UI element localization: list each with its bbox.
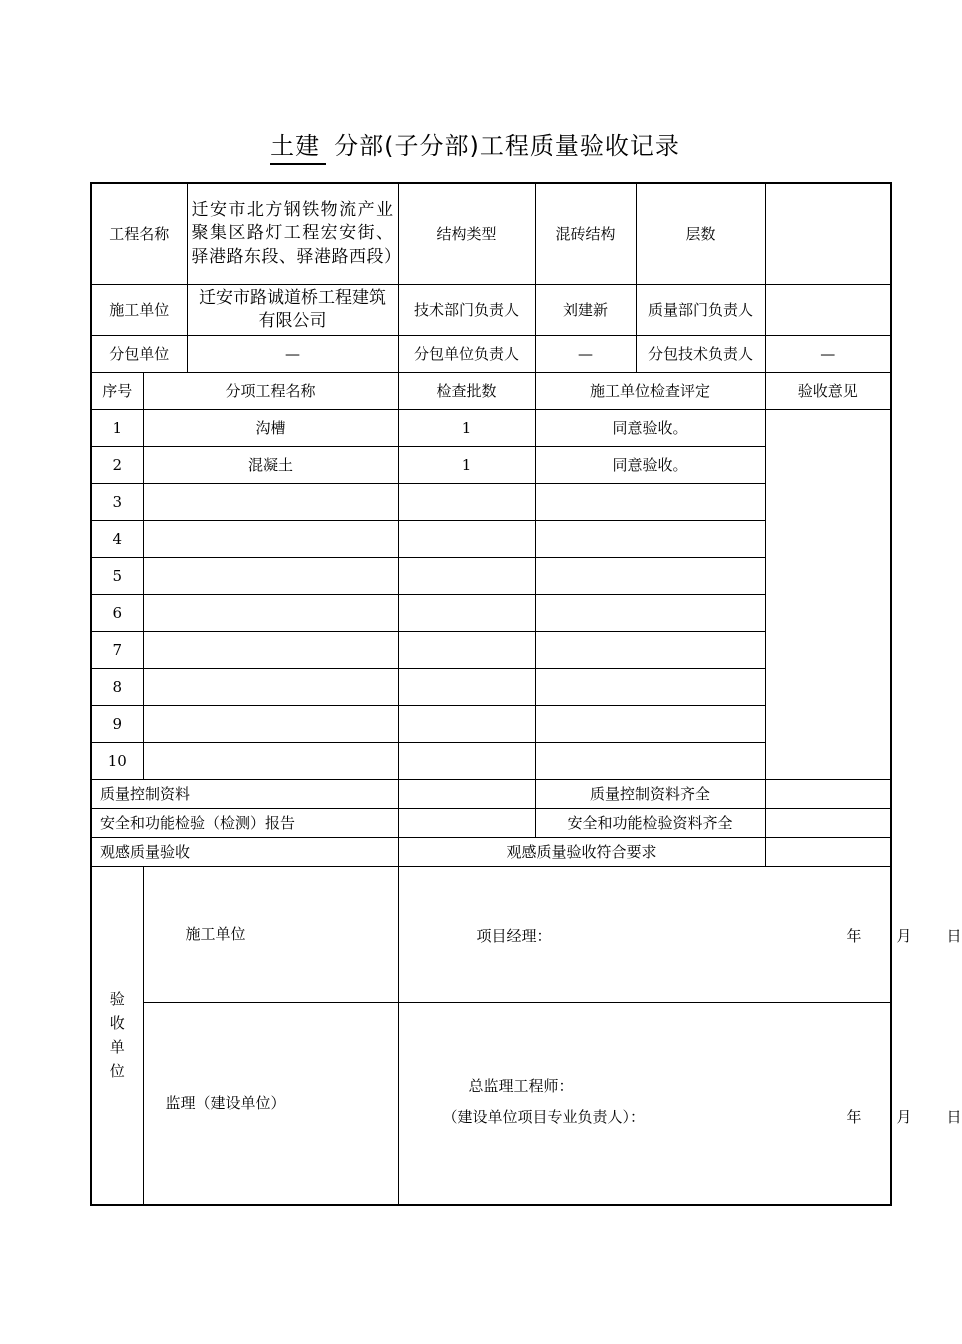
row-name (143, 668, 398, 705)
row-no: 9 (91, 705, 143, 742)
project-name-value: 迁安市北方钢铁物流产业聚集区路灯工程宏安街、驿港路东段、驿港路西段） (187, 183, 398, 284)
acceptance-supervisor-label: 监理（建设单位） (143, 1002, 398, 1205)
row-name (143, 631, 398, 668)
quality-head-label: 质量部门负责人 (636, 284, 765, 335)
summary-row-safety (91, 808, 891, 837)
row-name (143, 594, 398, 631)
row-eval (535, 594, 765, 631)
row-no: 8 (91, 668, 143, 705)
owner-rep-label: （建设单位项目专业负责人）： (442, 1107, 646, 1126)
opinion-cell (765, 409, 891, 779)
sub-value: — (187, 335, 398, 372)
row-no: 10 (91, 742, 143, 779)
col-no: 序号 (91, 372, 143, 409)
row-no: 3 (91, 483, 143, 520)
row-no: 2 (91, 446, 143, 483)
qc-eval: 质量控制资料齐全 (535, 779, 765, 808)
row-batches (398, 594, 535, 631)
row-batches (398, 483, 535, 520)
safety-opinion (765, 808, 891, 837)
safety-label: 安全和功能检验（检测）报告 (91, 808, 398, 837)
row-name (143, 705, 398, 742)
row-batches (398, 668, 535, 705)
col-batches: 检查批数 (398, 372, 535, 409)
date-day: 日 (946, 1107, 962, 1126)
sub-label: 分包单位 (91, 335, 187, 372)
summary-row-visual (91, 837, 891, 866)
title-discipline: 土建 (270, 126, 326, 165)
row-eval (535, 557, 765, 594)
row-name: 沟槽 (143, 409, 398, 446)
sub-head-label: 分包单位负责人 (398, 335, 535, 372)
row-eval: 同意验收。 (535, 446, 765, 483)
chief-supervisor-label: 总监理工程师： (468, 1076, 574, 1095)
header-row-subcontractor (91, 335, 891, 372)
date-month: 月 (896, 926, 912, 945)
date-day: 日 (946, 926, 962, 945)
row-eval (535, 631, 765, 668)
row-eval (535, 705, 765, 742)
acceptance-record-table (90, 182, 962, 1206)
row-no: 5 (91, 557, 143, 594)
table-row (91, 409, 891, 446)
structure-type-label: 结构类型 (398, 183, 535, 284)
safety-eval: 安全和功能检验资料齐全 (535, 808, 765, 837)
visual-label: 观感质量验收 (91, 837, 398, 866)
sub-tech-value: — (765, 335, 891, 372)
qc-label: 质量控制资料 (91, 779, 398, 808)
qc-batches (398, 779, 535, 808)
row-batches (398, 742, 535, 779)
row-eval (535, 742, 765, 779)
header-row-project (91, 183, 891, 284)
acceptance-row-contractor (91, 866, 891, 1002)
row-batches (398, 520, 535, 557)
page-title (0, 126, 950, 165)
row-name (143, 520, 398, 557)
row-batches (398, 557, 535, 594)
row-batches: 1 (398, 446, 535, 483)
sub-head-value: — (535, 335, 636, 372)
row-eval: 同意验收。 (535, 409, 765, 446)
row-no: 7 (91, 631, 143, 668)
qc-opinion (765, 779, 891, 808)
row-no: 4 (91, 520, 143, 557)
row-eval (535, 668, 765, 705)
quality-head-value (765, 284, 891, 335)
row-name (143, 557, 398, 594)
floors-label: 层数 (636, 183, 765, 284)
date-year: 年 (846, 1107, 862, 1126)
structure-type-value: 混砖结构 (535, 183, 636, 284)
row-name (143, 483, 398, 520)
contractor-signature-cell (398, 866, 962, 1002)
supervisor-signature-cell (398, 1002, 962, 1205)
row-eval (535, 520, 765, 557)
col-eval: 施工单位检查评定 (535, 372, 765, 409)
floors-value (765, 183, 891, 284)
pm-label: 项目经理： (476, 926, 552, 945)
visual-opinion (765, 837, 891, 866)
col-opinion: 验收意见 (765, 372, 891, 409)
tech-head-label: 技术部门负责人 (398, 284, 535, 335)
sub-tech-label: 分包技术负责人 (636, 335, 765, 372)
row-no: 1 (91, 409, 143, 446)
title-text: 分部(子分部)工程质量验收记录 (334, 132, 680, 160)
column-header-row (91, 372, 891, 409)
row-name: 混凝土 (143, 446, 398, 483)
contractor-label: 施工单位 (91, 284, 187, 335)
date-month: 月 (896, 1107, 912, 1126)
summary-row-qc (91, 779, 891, 808)
acceptance-unit-label (91, 866, 143, 1205)
acceptance-unit-text: 验收单位 (109, 990, 125, 1081)
row-eval (535, 483, 765, 520)
row-batches (398, 631, 535, 668)
date-year: 年 (846, 926, 862, 945)
row-batches (398, 705, 535, 742)
header-row-contractor (91, 284, 891, 335)
tech-head-value: 刘建新 (535, 284, 636, 335)
contractor-value: 迁安市路诚道桥工程建筑有限公司 (187, 284, 398, 335)
project-name-label: 工程名称 (91, 183, 187, 284)
safety-batches (398, 808, 535, 837)
row-name (143, 742, 398, 779)
row-batches: 1 (398, 409, 535, 446)
acceptance-row-supervisor (91, 1002, 891, 1205)
row-no: 6 (91, 594, 143, 631)
acceptance-contractor-label: 施工单位 (143, 866, 398, 1002)
col-name: 分项工程名称 (143, 372, 398, 409)
visual-eval: 观感质量验收符合要求 (398, 837, 765, 866)
